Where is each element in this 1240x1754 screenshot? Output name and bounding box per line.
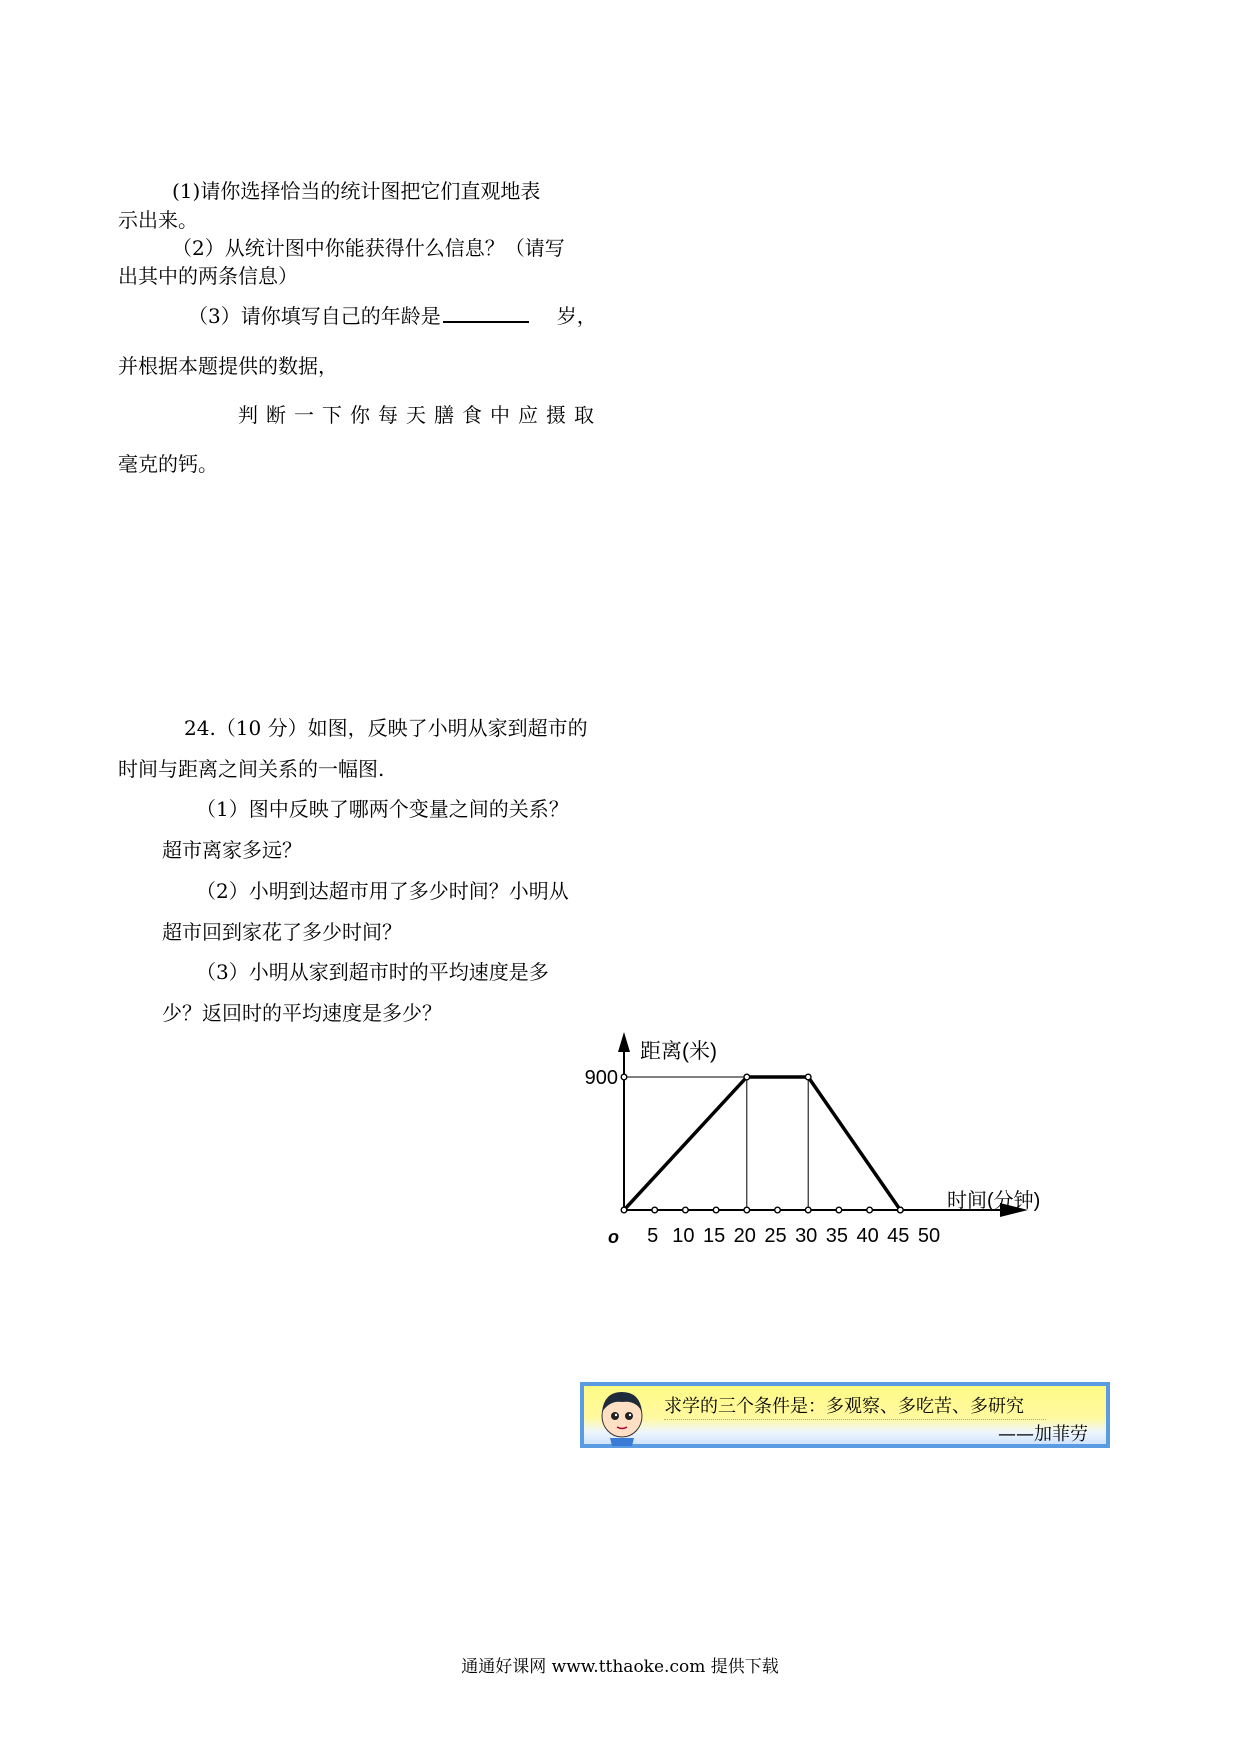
q23-part3-suffix: 岁， bbox=[556, 304, 597, 328]
x-tick-mark bbox=[898, 1207, 904, 1213]
y-axis-label: 距离(米) bbox=[640, 1040, 717, 1063]
q24-sub3-line2: 少？返回时的平均速度是多少？ bbox=[162, 1001, 442, 1025]
q23-part3-line2: 并根据本题提供的数据， bbox=[118, 354, 338, 378]
q23-part1-line2: 示出来。 bbox=[118, 208, 198, 232]
quote-text: 求学的三个条件是：多观察、多吃苦、多研究 bbox=[664, 1396, 1024, 1417]
distance-time-chart bbox=[560, 1030, 1060, 1260]
x-tick-mark bbox=[836, 1207, 842, 1213]
q24-sub3-line1: （3）小明从家到超市时的平均速度是多 bbox=[196, 960, 549, 984]
q24-sub1-line2: 超市离家多远？ bbox=[162, 838, 302, 862]
x-tick-label: 30 bbox=[795, 1225, 818, 1247]
q24-intro-line2: 时间与距离之间关系的一幅图. bbox=[118, 757, 385, 781]
q23-part2-line1: （2）从统计图中你能获得什么信息？（请写 bbox=[172, 236, 565, 260]
x-tick-mark bbox=[744, 1207, 750, 1213]
data-point bbox=[805, 1074, 811, 1080]
x-tick-label: 40 bbox=[856, 1225, 879, 1247]
y-tick-mark bbox=[621, 1074, 627, 1080]
q23-part3-line3: 判断一下你每天膳食中应摄取 bbox=[238, 403, 602, 427]
x-tick-label: 35 bbox=[825, 1225, 849, 1247]
origin-label: o bbox=[608, 1227, 619, 1247]
x-tick-label: 10 bbox=[672, 1225, 695, 1247]
q23-part3-prefix: （3）请你填写自己的年龄是 bbox=[188, 304, 441, 328]
x-tick-label: 50 bbox=[917, 1225, 941, 1247]
q23-part3-line4: 毫克的钙。 bbox=[118, 452, 218, 476]
data-point bbox=[744, 1074, 750, 1080]
x-axis-label: 时间(分钟) bbox=[947, 1190, 1041, 1212]
quote-banner bbox=[580, 1382, 1110, 1448]
cartoon-boy-icon bbox=[592, 1386, 652, 1446]
page-footer: 通通好课网 www.tthaoke.com 提供下载 bbox=[461, 1657, 779, 1677]
age-blank[interactable] bbox=[443, 303, 529, 323]
q24-sub1-line1: （1）图中反映了哪两个变量之间的关系？ bbox=[196, 797, 569, 821]
q23-part3-line1 bbox=[188, 302, 597, 330]
x-tick-mark bbox=[652, 1207, 658, 1213]
q23-part1-line1: (1)请你选择恰当的统计图把它们直观地表 bbox=[172, 179, 541, 203]
data-point bbox=[621, 1207, 627, 1213]
q24-intro-line1: 24.（10 分）如图，反映了小明从家到超市的 bbox=[184, 716, 588, 740]
x-tick-label: 15 bbox=[702, 1225, 726, 1247]
q24-sub2-line1: （2）小明到达超市用了多少时间？小明从 bbox=[196, 879, 569, 903]
x-tick-label: 45 bbox=[887, 1225, 910, 1247]
quote-author: ——加菲劳 bbox=[998, 1424, 1088, 1445]
x-tick-label: 20 bbox=[733, 1225, 756, 1247]
y-tick-label: 900 bbox=[584, 1067, 618, 1089]
quote-divider bbox=[664, 1419, 1046, 1420]
x-tick-mark bbox=[683, 1207, 689, 1213]
x-tick-mark bbox=[713, 1207, 719, 1213]
x-tick-label: 25 bbox=[764, 1225, 787, 1247]
x-tick-mark bbox=[775, 1207, 781, 1213]
q24-sub2-line2: 超市回到家花了多少时间？ bbox=[162, 920, 402, 944]
x-tick-mark bbox=[867, 1207, 873, 1213]
x-tick-label: 5 bbox=[647, 1225, 659, 1247]
y-axis-arrow bbox=[618, 1032, 630, 1052]
q23-part2-line2: 出其中的两条信息） bbox=[118, 264, 298, 288]
distance-line bbox=[624, 1077, 900, 1210]
x-tick-mark bbox=[805, 1207, 811, 1213]
